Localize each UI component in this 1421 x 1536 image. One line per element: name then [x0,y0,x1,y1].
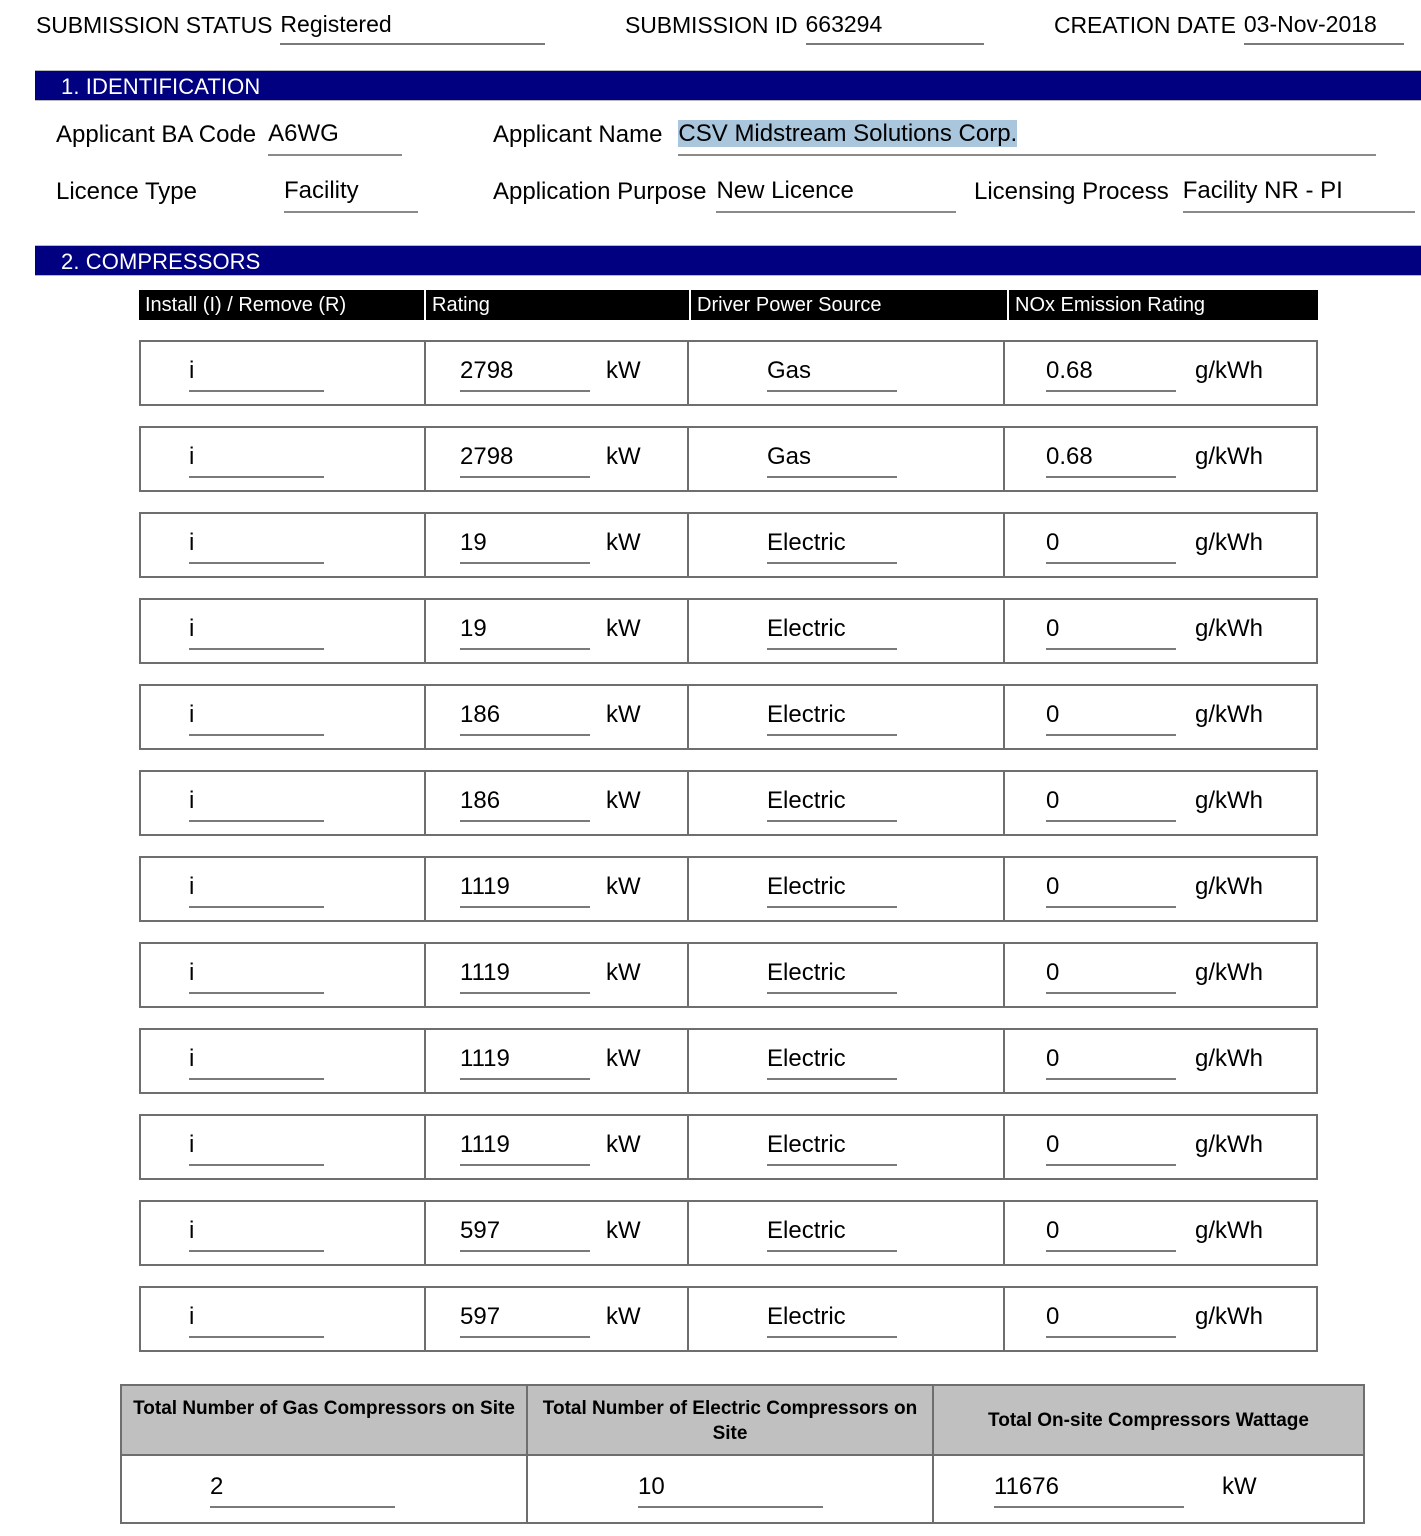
cell-rating [426,1030,689,1092]
total-wattage-unit: kW [1222,1473,1257,1500]
install-remove-value[interactable]: i [189,1302,324,1338]
applicant-name-value: CSV Midstream Solutions Corp. [678,120,1018,147]
licensing-process-value: Facility NR - PI [1182,177,1343,204]
rating-unit: kW [606,357,641,384]
rating-value[interactable]: 1119 [460,872,590,908]
install-remove-value[interactable]: i [189,528,324,564]
rating-unit: kW [606,701,641,728]
applicant-name-field [493,120,1376,156]
install-remove-value[interactable]: i [189,958,324,994]
table-row [139,684,1318,750]
compressors-summary-table [120,1384,1365,1524]
install-remove-value[interactable]: i [189,356,324,392]
cell-rating [426,514,689,576]
cell-rating [426,342,689,404]
section-title-compressors: 2. COMPRESSORS [61,249,261,274]
nox-emission-rating-value[interactable]: 0 [1046,1302,1176,1338]
cell-rating [426,428,689,490]
rating-value[interactable]: 1119 [460,1044,590,1080]
cell-nox-emission-rating [1005,772,1312,834]
driver-power-source-value[interactable]: Gas [767,442,897,478]
nox-emission-rating-unit: g/kWh [1195,443,1264,470]
column-header-install-remove: Install (I) / Remove (R) [139,290,426,320]
summary-cell-total-wattage [934,1456,1363,1522]
cell-driver-power-source [689,342,1005,404]
creation-date-value-box[interactable] [1244,12,1404,45]
cell-rating [426,686,689,748]
column-header-nox-emission-rating: NOx Emission Rating [1015,294,1206,316]
nox-emission-rating-value[interactable]: 0 [1046,786,1176,822]
cell-nox-emission-rating [1005,944,1312,1006]
cell-install-remove [141,1202,426,1264]
applicant-ba-code-label: Applicant BA Code [56,121,257,148]
driver-power-source-value[interactable]: Gas [767,356,897,392]
cell-nox-emission-rating [1005,1030,1312,1092]
table-row [139,426,1318,492]
section-bar-identification [35,70,1421,101]
nox-emission-rating-value[interactable]: 0 [1046,872,1176,908]
install-remove-value[interactable]: i [189,700,324,736]
nox-emission-rating-value[interactable]: 0 [1046,1216,1176,1252]
application-purpose-field [493,177,956,213]
licence-type-field [56,177,418,213]
applicant-name-value-box[interactable] [678,120,1376,156]
cell-driver-power-source [689,428,1005,490]
rating-value[interactable]: 186 [460,786,590,822]
applicant-ba-code-value: A6WG [268,120,339,147]
nox-emission-rating-unit: g/kWh [1195,873,1264,900]
cell-install-remove [141,1030,426,1092]
applicant-ba-code-field [56,120,402,156]
cell-driver-power-source [689,858,1005,920]
table-row [139,1200,1318,1266]
rating-value[interactable]: 19 [460,528,590,564]
cell-rating [426,772,689,834]
nox-emission-rating-unit: g/kWh [1195,529,1264,556]
cell-driver-power-source [689,514,1005,576]
identification-row-2 [0,177,1421,217]
table-row [139,340,1318,406]
compressors-table-header [139,290,1318,320]
nox-emission-rating-value[interactable]: 0 [1046,1044,1176,1080]
table-row [139,942,1318,1008]
creation-date-label: CREATION DATE [1054,12,1236,38]
install-remove-value[interactable]: i [189,872,324,908]
cell-rating [426,1288,689,1350]
install-remove-value[interactable]: i [189,442,324,478]
cell-install-remove [141,1116,426,1178]
application-purpose-value-box[interactable] [716,177,956,213]
cell-nox-emission-rating [1005,858,1312,920]
cell-nox-emission-rating [1005,428,1312,490]
licence-type-value: Facility [284,177,359,204]
cell-install-remove [141,428,426,490]
summary-table-header [122,1386,1363,1454]
cell-rating [426,858,689,920]
nox-emission-rating-value[interactable]: 0.68 [1046,356,1176,392]
driver-power-source-value[interactable]: Electric [767,1130,897,1166]
section-title-identification: 1. IDENTIFICATION [61,74,261,99]
rating-value[interactable]: 2798 [460,356,590,392]
application-purpose-value: New Licence [716,177,854,204]
column-header-driver-power-source: Driver Power Source [691,290,1009,320]
nox-emission-rating-unit: g/kWh [1195,615,1264,642]
nox-emission-rating-unit: g/kWh [1195,787,1264,814]
licensing-process-label: Licensing Process [974,178,1169,205]
nox-emission-rating-value[interactable]: 0 [1046,1130,1176,1166]
driver-power-source-value[interactable]: Electric [767,958,897,994]
cell-install-remove [141,772,426,834]
table-row [139,856,1318,922]
rating-unit: kW [606,1131,641,1158]
cell-install-remove [141,858,426,920]
install-remove-value[interactable]: i [189,1044,324,1080]
cell-driver-power-source [689,1116,1005,1178]
rating-value[interactable]: 1119 [460,1130,590,1166]
rating-unit: kW [606,787,641,814]
rating-value[interactable]: 1119 [460,958,590,994]
driver-power-source-value[interactable]: Electric [767,614,897,650]
nox-emission-rating-unit: g/kWh [1195,1217,1264,1244]
cell-nox-emission-rating [1005,1202,1312,1264]
nox-emission-rating-unit: g/kWh [1195,1303,1264,1330]
nox-emission-rating-value[interactable]: 0.68 [1046,442,1176,478]
install-remove-value[interactable]: i [189,614,324,650]
nox-emission-rating-unit: g/kWh [1195,959,1264,986]
submission-meta-row [0,12,1421,54]
licensing-process-value-box[interactable] [1183,177,1415,213]
cell-rating [426,1116,689,1178]
cell-driver-power-source [689,772,1005,834]
nox-emission-rating-unit: g/kWh [1195,357,1264,384]
cell-rating [426,600,689,662]
cell-install-remove [141,514,426,576]
nox-emission-rating-value[interactable]: 0 [1046,958,1176,994]
cell-driver-power-source [689,944,1005,1006]
install-remove-value[interactable]: i [189,1216,324,1252]
gas-count-value[interactable]: 2 [210,1472,395,1508]
total-wattage-value[interactable]: 11676 [994,1472,1184,1508]
submission-status-value: Registered [280,11,392,37]
table-row [139,512,1318,578]
cell-install-remove [141,944,426,1006]
licensing-process-field [974,177,1415,213]
electric-count-value[interactable]: 10 [638,1472,823,1508]
cell-install-remove [141,600,426,662]
applicant-ba-code-value-box[interactable] [268,120,402,156]
rating-unit: kW [606,1045,641,1072]
creation-date-field [1054,12,1404,45]
summary-header-gas-count: Total Number of Gas Compressors on Site [122,1386,528,1454]
cell-rating [426,944,689,1006]
summary-header-total-wattage: Total On-site Compressors Wattage [988,1409,1309,1431]
cell-driver-power-source [689,686,1005,748]
submission-id-value: 663294 [805,11,883,37]
install-remove-value[interactable]: i [189,1130,324,1166]
submission-status-label: SUBMISSION STATUS [36,12,273,38]
table-row [139,1286,1318,1352]
licence-type-label: Licence Type [56,178,197,205]
summary-cell-electric-count [528,1456,934,1522]
nox-emission-rating-unit: g/kWh [1195,701,1264,728]
rating-value[interactable]: 2798 [460,442,590,478]
cell-nox-emission-rating [1005,600,1312,662]
rating-unit: kW [606,615,641,642]
cell-driver-power-source [689,1288,1005,1350]
rating-unit: kW [606,443,641,470]
submission-status-value-box[interactable] [280,12,545,45]
cell-install-remove [141,342,426,404]
section-bar-compressors [35,245,1421,276]
driver-power-source-value[interactable]: Electric [767,1302,897,1338]
cell-driver-power-source [689,600,1005,662]
driver-power-source-value[interactable]: Electric [767,1216,897,1252]
submission-id-label: SUBMISSION ID [625,12,798,38]
driver-power-source-value[interactable]: Electric [767,528,897,564]
rating-unit: kW [606,1217,641,1244]
table-row [139,1114,1318,1180]
driver-power-source-value[interactable]: Electric [767,872,897,908]
cell-install-remove [141,686,426,748]
driver-power-source-value[interactable]: Electric [767,700,897,736]
rating-value[interactable]: 597 [460,1302,590,1338]
table-row [139,770,1318,836]
cell-driver-power-source [689,1202,1005,1264]
table-row [139,1028,1318,1094]
rating-value[interactable]: 186 [460,700,590,736]
applicant-name-label: Applicant Name [493,121,663,148]
submission-status-field [36,12,545,45]
nox-emission-rating-value[interactable]: 0 [1046,614,1176,650]
cell-rating [426,1202,689,1264]
cell-install-remove [141,1288,426,1350]
cell-nox-emission-rating [1005,514,1312,576]
nox-emission-rating-unit: g/kWh [1195,1045,1264,1072]
submission-id-field [625,12,984,45]
rating-unit: kW [606,1303,641,1330]
licence-type-value-box[interactable] [284,177,418,213]
nox-emission-rating-value[interactable]: 0 [1046,528,1176,564]
nox-emission-rating-unit: g/kWh [1195,1131,1264,1158]
cell-nox-emission-rating [1005,686,1312,748]
driver-power-source-value[interactable]: Electric [767,786,897,822]
compressors-table [139,290,1318,1352]
rating-unit: kW [606,959,641,986]
rating-value[interactable]: 19 [460,614,590,650]
column-header-rating: Rating [426,290,691,320]
creation-date-value: 03-Nov-2018 [1243,11,1377,37]
summary-cell-gas-count [122,1456,528,1522]
nox-emission-rating-value[interactable]: 0 [1046,700,1176,736]
table-row [139,598,1318,664]
cell-nox-emission-rating [1005,342,1312,404]
submission-id-value-box[interactable] [806,12,984,45]
cell-nox-emission-rating [1005,1116,1312,1178]
application-purpose-label: Application Purpose [493,178,707,205]
install-remove-value[interactable]: i [189,786,324,822]
summary-table-row [122,1454,1363,1522]
identification-row-1 [0,120,1421,160]
rating-unit: kW [606,873,641,900]
summary-header-electric-count: Total Number of Electric Compressors on Site [528,1386,934,1454]
cell-nox-emission-rating [1005,1288,1312,1350]
rating-value[interactable]: 597 [460,1216,590,1252]
rating-unit: kW [606,529,641,556]
cell-driver-power-source [689,1030,1005,1092]
driver-power-source-value[interactable]: Electric [767,1044,897,1080]
